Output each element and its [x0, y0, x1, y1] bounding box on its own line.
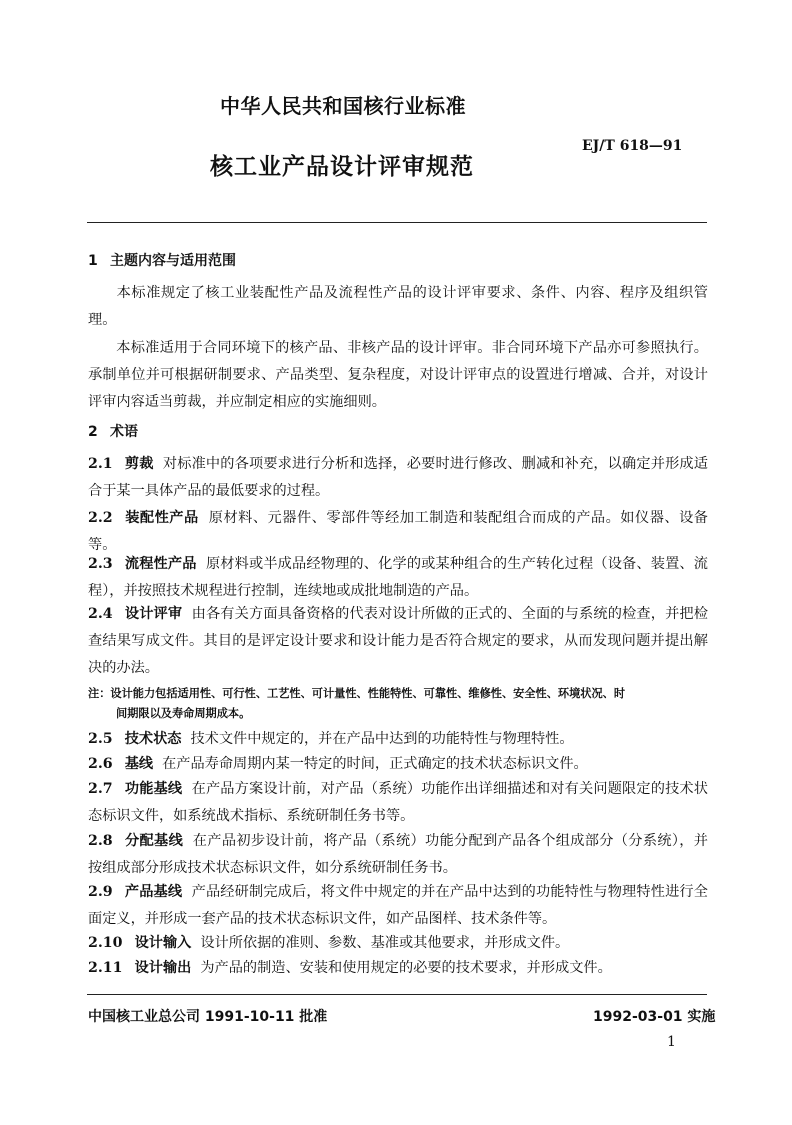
page-title: 核工业产品设计评审规范 [210, 154, 474, 180]
header-org: 中华人民共和国核行业标准 [220, 94, 466, 118]
section-1-title: 主题内容与适用范围 [110, 253, 236, 269]
term-2-9: 2.9 产品基线 产品经研制完成后，将文件中规定的并在产品中达到的功能特性与物理特性进行全面定义，并形成一套产品的技术状态标识文件，如产品图样、技术条件等。 [88, 884, 708, 927]
section-2-title: 术语 [110, 424, 138, 440]
term-2-6: 2.6 基线 在产品寿命周期内某一特定的时间，正式确定的技术状态标识文件。 [88, 756, 588, 772]
term-2-7: 2.7 功能基线 在产品方案设计前，对产品（系统）功能作出详细描述和对有关问题限定的技术状态标识文件，如系统战术指标、系统研制任务书等。 [88, 781, 708, 824]
term-2-1: 2.1 剪裁 对标准中的各项要求进行分析和选择，必要时进行修改、删减和补充，以确定并形成适合于某一具体产品的最低要求的过程。 [88, 456, 708, 499]
term-2-5: 2.5 技术状态 技术文件中规定的，并在产品中达到的功能特性与物理特性。 [88, 731, 574, 747]
section-1-para-1: 本标准规定了核工业装配性产品及流程性产品的设计评审要求、条件、内容、程序及组织管理。 [88, 285, 708, 328]
top-rule [87, 222, 707, 223]
section-2-number: 2 [88, 424, 98, 440]
note-line-2: 间期限以及寿命周期成本。 [116, 707, 251, 720]
term-2-4: 2.4 设计评审 由各有关方面具备资格的代表对设计所做的正式的、全面的与系统的检查，并把检查结果写成文件。其目的是评定设计要求和设计能力是否符合规定的要求，从而发现问题并提出解决的办法。 [88, 606, 708, 676]
approval-line: 中国核工业总公司 1991-10-11 批准 [88, 1009, 328, 1025]
bottom-rule [87, 994, 707, 995]
term-2-8: 2.8 分配基线 在产品初步设计前，将产品（系统）功能分配到产品各个组成部分（分系统），并按组成部分形成技术状态标识文件，如分系统研制任务书。 [88, 833, 708, 876]
standard-code: EJ/T 618—91 [582, 138, 683, 154]
note [88, 684, 708, 724]
section-1-heading [88, 250, 236, 270]
section-1-number: 1 [88, 253, 98, 269]
effective-date: 1992-03-01 实施 [593, 1009, 716, 1025]
term-2-11: 2.11 设计输出 为产品的制造、安装和使用规定的必要的技术要求，并形成文件。 [88, 960, 612, 976]
term-2-10: 2.10 设计输入 设计所依据的准则、参数、基准或其他要求，并形成文件。 [88, 935, 570, 951]
note-line-1: 注：设计能力包括适用性、可行性、工艺性、可计量性、性能特性、可靠性、维修性、安全性、环境状况、时 [88, 687, 626, 700]
term-2-3: 2.3 流程性产品 原材料或半成品经物理的、化学的或某种组合的生产转化过程（设备、装置、流程），并按照技术规程进行控制，连续地或成批地制造的产品。 [88, 556, 708, 599]
section-1-para-2: 本标准适用于合同环境下的核产品、非核产品的设计评审。非合同环境下产品亦可参照执行。承制单位并可根据研制要求、产品类型、复杂程度，对设计评审点的设置进行增减、合并，对设计评审内容适当剪裁，并应制定相应的实施细则。 [88, 340, 708, 410]
page-number: 1 [667, 1034, 676, 1050]
term-2-2: 2.2 装配性产品 原材料、元器件、零部件等经加工制造和装配组合而成的产品。如仪器、设备等。 [88, 510, 708, 553]
section-2-heading [88, 421, 138, 441]
